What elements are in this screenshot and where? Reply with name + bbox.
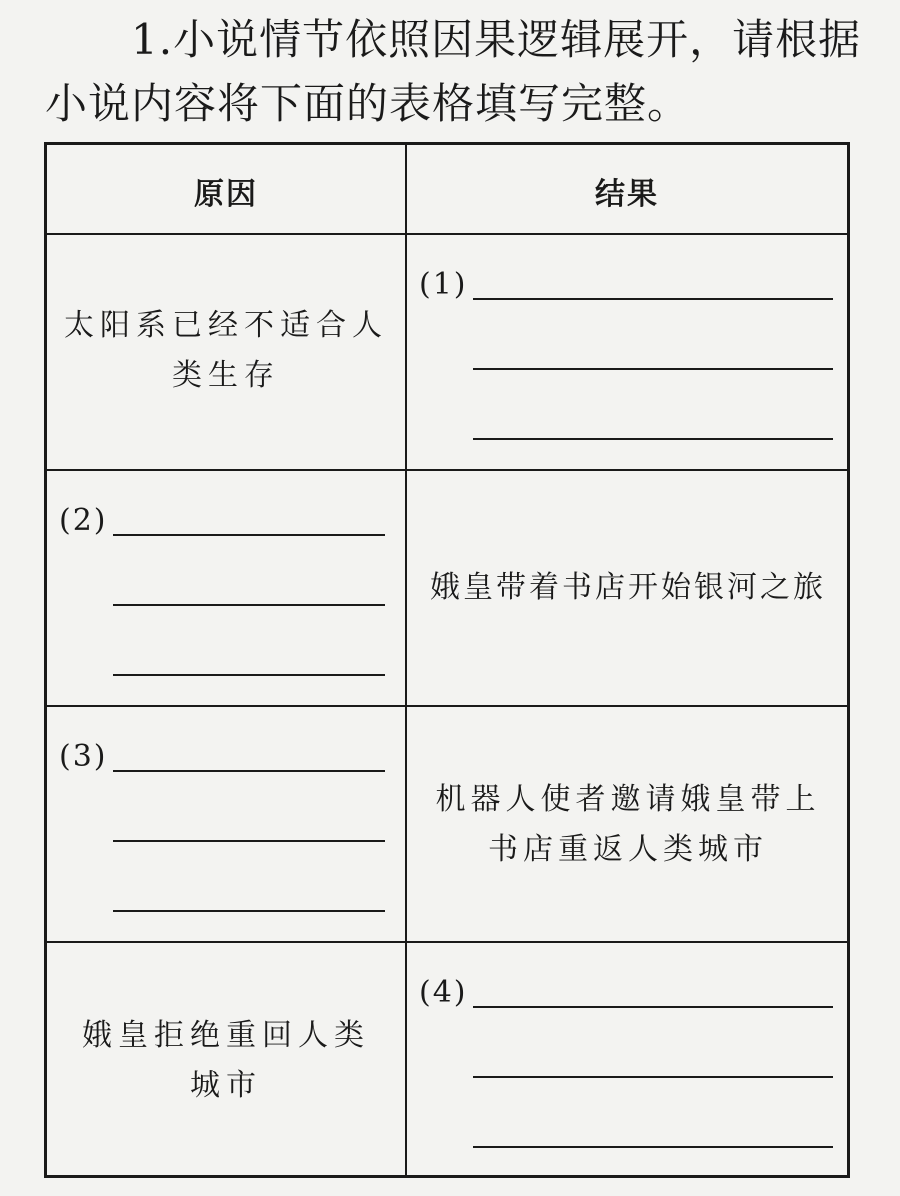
blank-2-label: (2) <box>59 503 108 538</box>
blank-2-line[interactable] <box>113 534 385 536</box>
row3-effect-line2: 书店重返人类城市 <box>488 832 768 867</box>
question-number: 1. <box>131 15 174 64</box>
row3-effect-line1: 机器人使者邀请娥皇带上 <box>435 782 821 817</box>
question-prompt <box>45 8 865 136</box>
blank-2-line[interactable] <box>113 604 385 606</box>
blank-3-line[interactable] <box>113 910 385 912</box>
column-divider <box>405 145 407 1175</box>
blank-1-line[interactable] <box>473 368 833 370</box>
row-divider <box>47 705 847 707</box>
blank-4-line[interactable] <box>473 1146 833 1148</box>
blank-4-line[interactable] <box>473 1006 833 1008</box>
row4-cause <box>47 1011 405 1111</box>
row-divider <box>47 469 847 471</box>
row1-cause-line2: 类生存 <box>172 358 280 393</box>
blank-4-line[interactable] <box>473 1076 833 1078</box>
row4-cause-line1: 娥皇拒绝重回人类 <box>82 1018 370 1053</box>
cause-effect-table <box>44 142 850 1178</box>
blank-3-line[interactable] <box>113 770 385 772</box>
blank-1-label: (1) <box>419 267 468 302</box>
row4-cause-line2: 城市 <box>190 1068 262 1103</box>
header-effect: 结果 <box>595 177 659 212</box>
question-line-2: 小说内容将下面的表格填写完整。 <box>45 79 691 128</box>
row1-cause-line1: 太阳系已经不适合人 <box>64 308 388 343</box>
blank-1-line[interactable] <box>473 438 833 440</box>
row1-cause <box>47 301 405 401</box>
question-line-1 <box>45 8 865 72</box>
row2-effect: 娥皇带着书店开始银河之旅 <box>430 570 826 605</box>
blank-1-line[interactable] <box>473 298 833 300</box>
blank-2-line[interactable] <box>113 674 385 676</box>
row-divider <box>47 941 847 943</box>
row-divider <box>47 233 847 235</box>
question-text-1: 小说情节依照因果逻辑展开，请根据 <box>173 15 862 64</box>
blank-4-label: (4) <box>419 975 468 1010</box>
row3-effect <box>409 775 847 875</box>
header-cause: 原因 <box>194 177 258 212</box>
blank-3-label: (3) <box>59 739 108 774</box>
blank-3-line[interactable] <box>113 840 385 842</box>
